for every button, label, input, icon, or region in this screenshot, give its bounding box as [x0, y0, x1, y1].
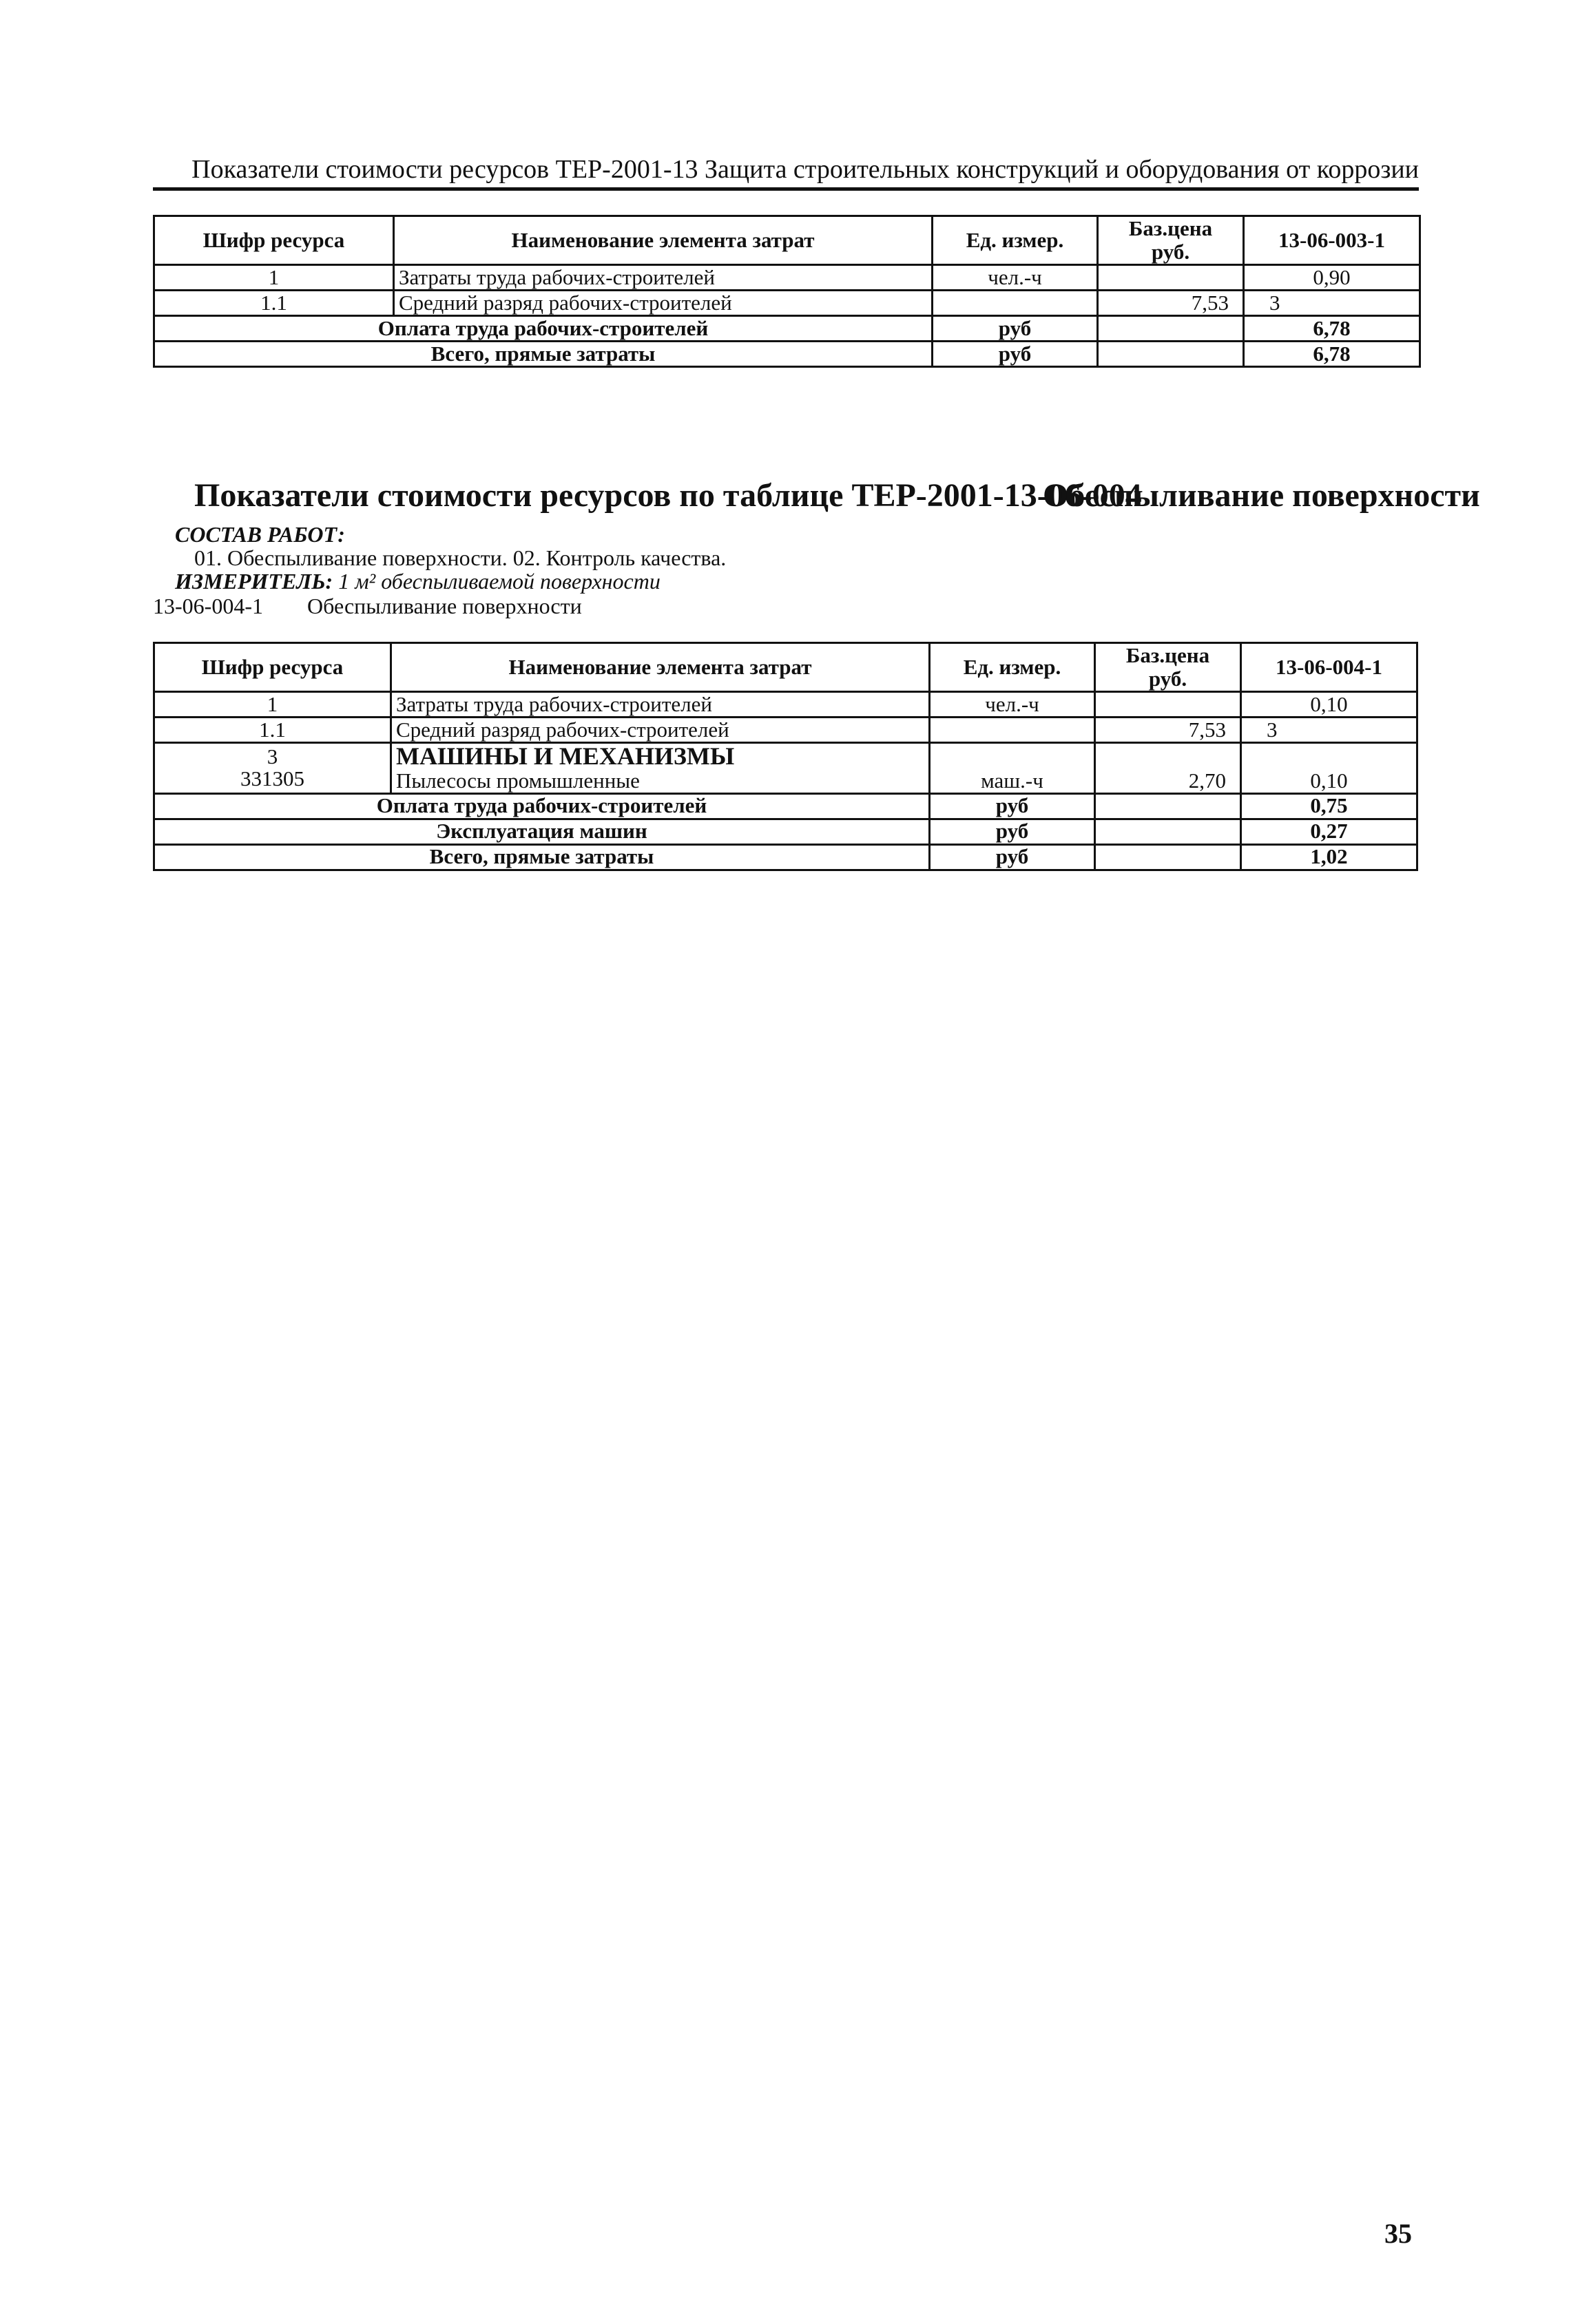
norm-code-line [153, 594, 582, 619]
cell-code: 1.1 [154, 718, 391, 743]
header-unit: Ед. измер. [933, 216, 1098, 265]
total-price [1098, 316, 1244, 342]
header-code: Шифр ресурса [154, 643, 391, 692]
header-unit: Ед. измер. [930, 643, 1095, 692]
sostav-text: 01. Обеспыливание поверхности. 02. Контроль качества. [194, 545, 727, 570]
table-header-row [154, 643, 1417, 692]
total-value: 1,02 [1241, 844, 1417, 870]
cell-value: 3 [1244, 291, 1420, 316]
cell-unit: чел.-ч [933, 265, 1098, 291]
cell-code: 1.1 [154, 291, 394, 316]
machine-code: 331305 [240, 766, 304, 791]
cell-name: Затраты труда рабочих-строителей [391, 692, 930, 718]
machine-price: 2,70 [1095, 743, 1241, 793]
total-value: 0,27 [1241, 819, 1417, 844]
cell-name: Затраты труда рабочих-строителей [394, 265, 933, 291]
header-price: Баз.цена руб. [1098, 216, 1244, 265]
table-row [154, 291, 1420, 316]
header-rule [153, 187, 1419, 191]
total-value: 6,78 [1244, 316, 1420, 342]
sostav-label: СОСТАВ РАБОТ: [175, 522, 345, 547]
cell-value: 3 [1241, 718, 1417, 743]
header-code: Шифр ресурса [154, 216, 394, 265]
section-title-main: Показатели стоимости ресурсов по таблице ТЕР-2001-13-06-004 [194, 477, 1142, 514]
header-name: Наименование элемента затрат [394, 216, 933, 265]
machine-unit: маш.-ч [930, 743, 1095, 793]
header-price: Баз.цена руб. [1095, 643, 1241, 692]
cell-value: 0,90 [1244, 265, 1420, 291]
table-row [154, 692, 1417, 718]
total-unit: руб [933, 342, 1098, 367]
cell-name: Средний разряд рабочих-строителей [391, 718, 930, 743]
cell-unit [930, 718, 1095, 743]
cell-price [1098, 265, 1244, 291]
total-row [154, 316, 1420, 342]
total-unit: руб [930, 819, 1095, 844]
table-row [154, 265, 1420, 291]
measurer-text: 1 м² обеспыливаемой поверхности [333, 569, 661, 594]
total-value: 0,75 [1241, 793, 1417, 819]
table-row-machines [154, 743, 1417, 793]
resource-table-13-06-004 [153, 642, 1418, 871]
machine-value: 0,10 [1241, 743, 1417, 793]
header-norm: 13-06-004-1 [1241, 643, 1417, 692]
total-price [1095, 793, 1241, 819]
cell-name-group [391, 743, 930, 793]
section-title-right: Обеспыливание поверхности [1043, 477, 1480, 514]
norm-code: 13-06-004-1 [153, 594, 263, 618]
total-price [1098, 342, 1244, 367]
cell-code: 1 [154, 265, 394, 291]
total-unit: руб [933, 316, 1098, 342]
cell-name: Средний разряд рабочих-строителей [394, 291, 933, 316]
header-norm: 13-06-003-1 [1244, 216, 1420, 265]
total-row [154, 819, 1417, 844]
total-price [1095, 819, 1241, 844]
total-value: 6,78 [1244, 342, 1420, 367]
cell-code-group [154, 743, 391, 793]
header-name: Наименование элемента затрат [391, 643, 930, 692]
total-row [154, 793, 1417, 819]
cell-price [1095, 692, 1241, 718]
section-title [194, 477, 1480, 514]
cell-unit: чел.-ч [930, 692, 1095, 718]
measurer-label: ИЗМЕРИТЕЛЬ: [175, 569, 333, 594]
group-name: МАШИНЫ И МЕХАНИЗМЫ [396, 742, 735, 771]
total-label: Оплата труда рабочих-строителей [154, 793, 930, 819]
total-unit: руб [930, 844, 1095, 870]
total-label: Оплата труда рабочих-строителей [154, 316, 933, 342]
cell-price: 7,53 [1098, 291, 1244, 316]
total-row [154, 844, 1417, 870]
total-label: Всего, прямые затраты [154, 342, 933, 367]
cell-price: 7,53 [1095, 718, 1241, 743]
total-label: Эксплуатация машин [154, 819, 930, 844]
cell-value: 0,10 [1241, 692, 1417, 718]
total-label: Всего, прямые затраты [154, 844, 930, 870]
cell-unit [933, 291, 1098, 316]
total-unit: руб [930, 793, 1095, 819]
resource-table-13-06-003 [153, 215, 1421, 368]
table-header-row [154, 216, 1420, 265]
total-price [1095, 844, 1241, 870]
machine-name: Пылесосы промышленные [396, 768, 640, 793]
norm-name: Обеспыливание поверхности [306, 594, 582, 618]
table-row [154, 718, 1417, 743]
cell-code: 1 [154, 692, 391, 718]
running-header: Показатели стоимости ресурсов ТЕР-2001-13 Защита строительных конструкций и оборудования от коррозии [191, 155, 1419, 184]
measurer [175, 569, 661, 594]
group-code: 3 [267, 744, 278, 768]
page-number: 35 [1384, 2218, 1412, 2249]
total-row [154, 342, 1420, 367]
